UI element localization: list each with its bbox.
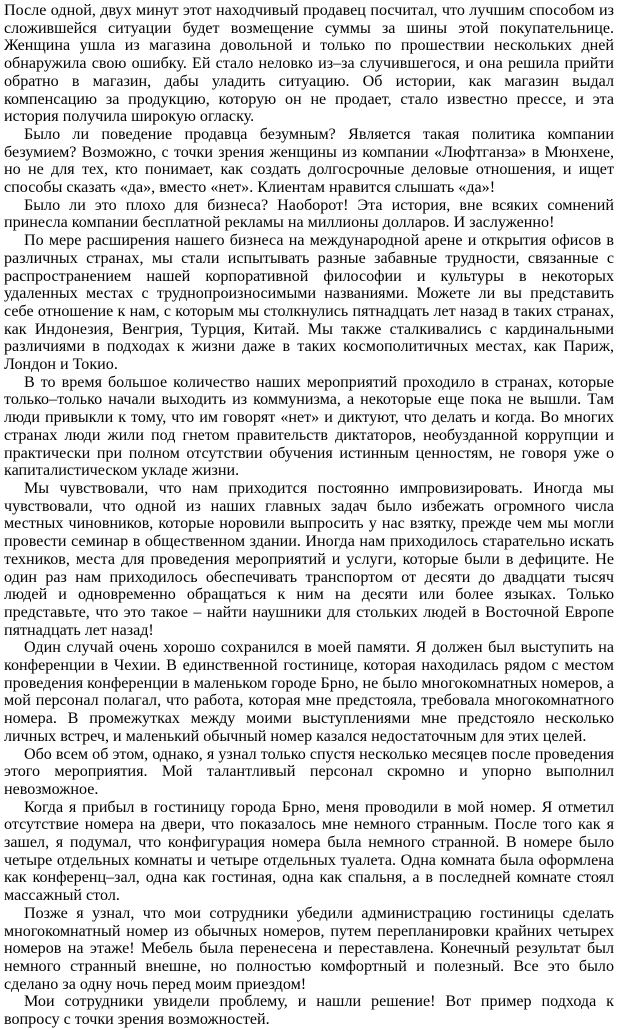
paragraph-5: В то время большое количество наших мероприятий проходило в странах, которые только–только начали выходить из коммунизма, а некоторые еще пока не вышли. Там люди привыкли к тому, что им говорят «нет» и диктуют, что делать и когда. Во многих странах люди жили под гнетом правительств диктаторов, необузданной коррупции и практически при полном отсутствии обучения истинным ценностям, не говоря уже о капиталистическом укладе жизни. bbox=[4, 373, 614, 480]
paragraph-3: Было ли это плохо для бизнеса? Наоборот! Эта история, вне всяких сомнений принесла компании бесплатной рекламы на миллионы долларов. И заслуженно! bbox=[4, 196, 614, 232]
paragraph-11: Мои сотрудники увидели проблему, и нашли решение! Вот пример подхода к вопросу с точки зрения возможностей. bbox=[4, 993, 614, 1029]
paragraph-9: Когда я прибыл в гостиницу города Брно, меня проводили в мой номер. Я отметил отсутствие номера на двери, что показалось мне немного странным. После того как я зашел, я подумал, что конфигурация номера была немного странной. В номере было четыре отдельных комнаты и четыре отдельных туалета. Одна комната была оформлена как конференц–зал, одна как гостиная, одна как спальня, а в последней комнате стоял массажный стол. bbox=[4, 798, 614, 905]
paragraph-6: Мы чувствовали, что нам приходится постоянно импровизировать. Иногда мы чувствовали, что одной из наших главных задач было избежать огромного числа местных чиновников, которые норовили выпросить у нас взятку, прежде чем мы могли провести семинар в общественном здании. Иногда нам приходилось старательно искать техников, места для проведения мероприятий и услуги, которые были в дефиците. Не один раз нам приходилось обеспечивать транспортом от десяти до двадцати тысяч людей и одновременно обращаться к ним на десяти или более языках. Только представьте, что это такое – найти наушники для стольких людей в Восточной Европе пятнадцать лет назад! bbox=[4, 479, 614, 639]
paragraph-2: Было ли поведение продавца безумным? Является такая политика компании безумием? Возможно, с точки зрения женщины из компании «Люфтганза» в Мюнхене, но не для тех, кто понимает, как создать долгосрочные деловые отношения, и ищет способы сказать «да», вместо «нет». Клиентам нравится слышать «да»! bbox=[4, 125, 614, 197]
paragraph-8: Обо всем об этом, однако, я узнал только спустя несколько месяцев после проведения этого мероприятия. Мой талантливый персонал скромно и упорно выполнил невозможное. bbox=[4, 745, 614, 798]
paragraph-1: После одной, двух минут этот находчивый продавец посчитал, что лучшим способом из сложившейся ситуации будет возмещение суммы за шины этой покупательнице. Женщина ушла из магазина довольной и только по прошествии нескольких дней обнаружила свою ошибку. Ей стало неловко из–за случившегося, и она решила прийти обратно в магазин, дабы уладить ситуацию. Об истории, как магазин выдал компенсацию за продукцию, которую он не продает, стало известно прессе, и эта история получила широкую огласку. bbox=[4, 2, 614, 126]
paragraph-10: Позже я узнал, что мои сотрудники убедили администрацию гостиницы сделать многокомнатный номер из обычных номеров, путем перепланировки крайних четырех номеров на этаже! Мебель была перенесена и переставлена. Конечный результат был немного странный внешне, но полностью комфортный и полезный. Все это было сделано за одну ночь перед моим приездом! bbox=[4, 904, 614, 993]
paragraph-7: Один случай очень хорошо сохранился в моей памяти. Я должен был выступить на конференции в Чехии. В единственной гостинице, которая находилась рядом с местом проведения конференции в маленьком городе Брно, не было многокомнатных номеров, а мой персонал полагал, что работа, которая мне предстояла, требовала многокомнатного номера. В промежутках между моими выступлениями мне предстояло несколько личных встреч, и маленький обычный номер казался недостаточным для этих целей. bbox=[4, 639, 614, 745]
paragraph-4: По мере расширения нашего бизнеса на международной арене и открытия офисов в различных странах, мы стали испытывать разные забавные трудности, связанные с распространением нашей корпоративной философии и культуры в некоторых удаленных местах с труднопроизносимыми названиями. Можете ли вы представить себе отношение к нам, с которым мы столкнулись пятнадцать лет назад в таких странах, как Индонезия, Венгрия, Турция, Китай. Мы также сталкивались с кардинальными различиями в подходах к жизни даже в таких космополитичных местах, как Париж, Лондон и Токио. bbox=[4, 232, 614, 374]
